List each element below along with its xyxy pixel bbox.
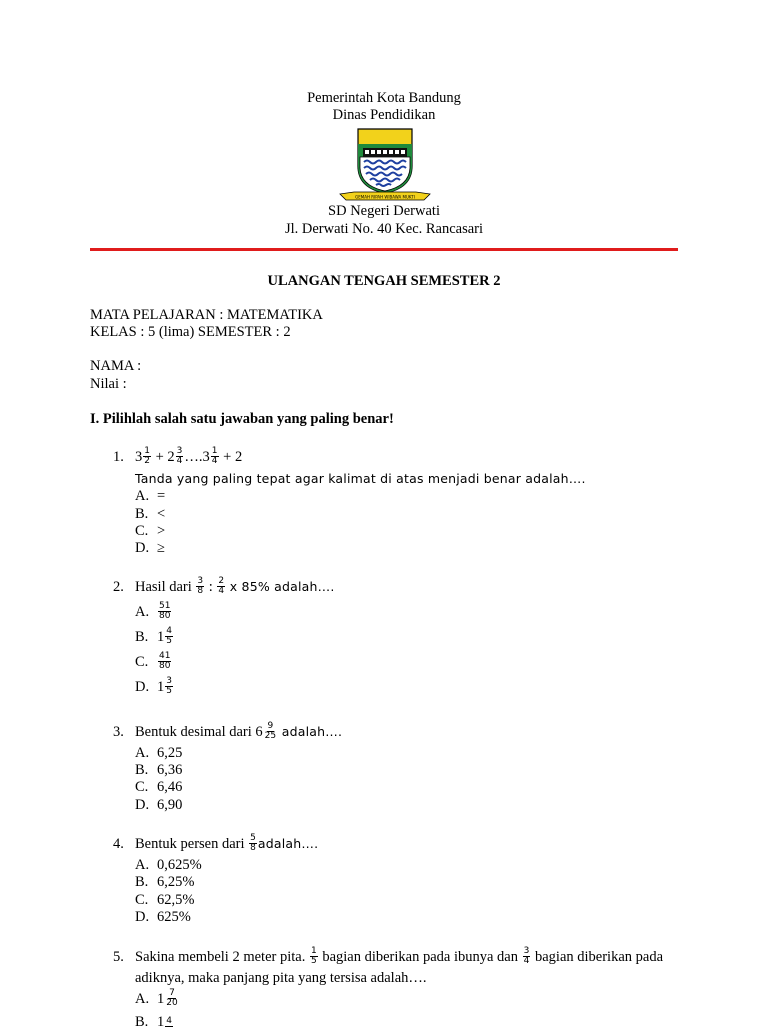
option-d: D. 1 $\frac{3}{5}$ (135, 676, 172, 696)
fraction: $\frac{3}{4}$ (176, 446, 183, 466)
exam-title: ULANGAN TENGAH SEMESTER 2 (267, 273, 501, 289)
question-number: 2. (113, 578, 124, 595)
subject-line: MATA PELAJARAN : MATEMATIKA (90, 307, 323, 323)
option-a: A. 0,625% (135, 857, 202, 873)
question-number: 4. (113, 835, 124, 852)
question-5-line-2: adiknya, maka panjang pita yang tersisa adalah…. (135, 970, 427, 986)
header-divider (90, 248, 678, 251)
option-b: B. 1 $\frac{4}{5}$ (135, 626, 172, 646)
svg-text:GEMAH RIPAH WIBAWA MUKTI: GEMAH RIPAH WIBAWA MUKTI (355, 194, 415, 200)
question-2 (113, 578, 335, 597)
question-3 (113, 723, 342, 742)
option-c: C. > (135, 523, 166, 539)
option-a: A. = (135, 488, 166, 504)
section-title: I. Pilihlah salah satu jawaban yang paling benar! (90, 411, 394, 427)
question-1 (113, 448, 242, 467)
operator: : (208, 578, 213, 595)
option-b: B. < (135, 506, 166, 522)
city-emblem-icon (336, 126, 434, 204)
question-text: Bentuk persen dari (135, 835, 245, 852)
option-c: C. 62,5% (135, 892, 195, 908)
question-text: adalah…. (281, 723, 343, 739)
question-text: Bentuk desimal dari 6 (135, 723, 263, 740)
school-name: SD Negeri Derwati (328, 203, 440, 219)
fraction: $\frac{3}{8}$ (197, 576, 204, 596)
score-field-label: Nilai : (90, 376, 127, 392)
option-b: B. 6,25% (135, 874, 195, 890)
question-text: Sakina membeli 2 meter pita. (135, 948, 306, 965)
question-text: Hasil dari (135, 578, 192, 595)
fraction: $\frac{3}{4}$ (523, 946, 530, 966)
question-expression (135, 446, 243, 466)
fraction: $\frac{1}{4}$ (211, 446, 218, 466)
option-b: B. 1 4 (135, 1014, 172, 1030)
option-a: A. $\frac{51}{80}$ (135, 601, 171, 621)
fraction: $\frac{1}{2}$ (144, 446, 150, 466)
question-5 (113, 948, 663, 967)
fraction: $\frac{9}{25}$ (264, 721, 277, 741)
question-1-text: Tanda yang paling tepat agar kalimat di atas menjadi benar adalah…. (135, 471, 586, 486)
option-d: D. 6,90 (135, 797, 183, 813)
school-address: Jl. Derwati No. 40 Kec. Rancasari (284, 221, 484, 237)
question-text: bagian diberikan pada (534, 948, 664, 965)
fraction: $\frac{5}{8}$ (250, 833, 256, 853)
question-4 (113, 835, 318, 854)
option-c: C. 6,46 (135, 779, 183, 795)
fraction: $\frac{2}{4}$ (218, 576, 225, 596)
operator: + (155, 448, 164, 465)
option-d: D. 625% (135, 909, 191, 925)
question-text: bagian diberikan pada ibunya dan (322, 948, 518, 965)
option-b: B. 6,36 (135, 762, 183, 778)
option-a: A. 6,25 (135, 745, 183, 761)
question-number: 3. (113, 723, 124, 740)
fraction: $\frac{1}{5}$ (310, 946, 317, 966)
whole-part: 2 (167, 448, 175, 465)
option-a: A. 1 $\frac{7}{20}$ (135, 988, 178, 1008)
header-line-2: Dinas Pendidikan (332, 107, 436, 123)
whole-part: 3 (135, 448, 143, 465)
question-number: 1. (113, 448, 124, 465)
expression-tail: + 2 (223, 448, 243, 465)
option-d: D. ≥ (135, 540, 165, 556)
blank-dots: …. (184, 448, 203, 465)
header-line-1: Pemerintah Kota Bandung (307, 90, 461, 106)
class-line: KELAS : 5 (lima) SEMESTER : 2 (90, 324, 291, 340)
question-number: 5. (113, 948, 124, 965)
question-text: adalah…. (257, 835, 319, 851)
whole-part: 3 (202, 448, 210, 465)
question-text: x 85% adalah…. (229, 578, 335, 594)
name-field-label: NAMA : (90, 358, 142, 374)
option-c: C. $\frac{41}{80}$ (135, 651, 171, 671)
